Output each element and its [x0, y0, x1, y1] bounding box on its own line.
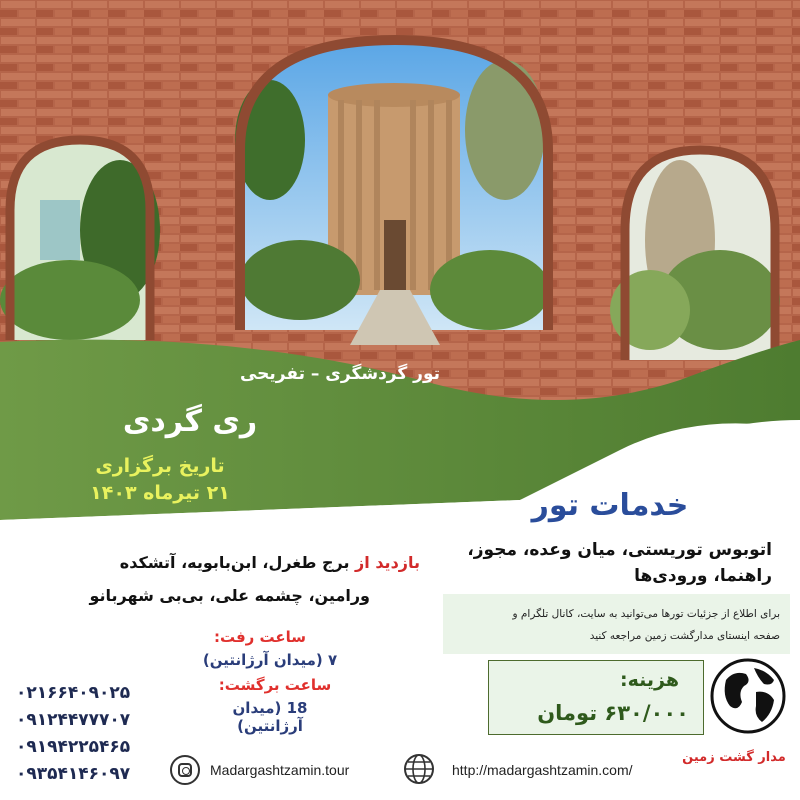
tour-name: ری گردی — [122, 404, 258, 439]
cost-value: ۶۳۰/۰۰۰ تومان — [537, 701, 689, 725]
cost-box — [488, 660, 704, 735]
brand-name: مدار گشت زمین — [682, 750, 786, 765]
date-value: ۲۱ تیرماه ۱۴۰۳ — [90, 482, 230, 504]
return-value: 18 (میدان آرژانتین) — [232, 699, 308, 735]
departure-value: ۷ (میدان آرژانتین) — [202, 651, 338, 669]
instagram-handle[interactable]: Madargashtzamin.tour — [210, 762, 350, 778]
phone-number[interactable]: ۰۹۱۲۴۴۷۷۷۰۷ — [16, 710, 131, 730]
phone-list — [16, 683, 166, 791]
info-line-2: صفحه اینستای مدارگشت زمین مراجعه کنید — [589, 630, 780, 642]
website-link[interactable]: http://madargashtzamin.com/ — [452, 762, 633, 778]
visit-places-1: برج طغرل، ابن‌بابویه، آتشکده — [119, 553, 356, 572]
phone-number[interactable]: ۰۲۱۶۶۴۰۹۰۲۵ — [16, 683, 131, 703]
services-line-2: راهنما، ورودی‌ها — [634, 566, 772, 586]
phone-number[interactable]: ۰۹۳۵۴۱۴۶۰۹۷ — [16, 764, 131, 784]
tour-type: تور گردشگری – تفریحی — [239, 364, 440, 384]
info-box — [443, 594, 790, 654]
date-label: تاریخ برگزاری — [95, 455, 225, 477]
visit-line-2: ورامین، چشمه علی، بی‌بی شهربانو — [89, 586, 370, 605]
visit-prefix: بازدید از — [355, 553, 420, 572]
services-title: خدمات تور — [531, 488, 689, 523]
instagram-icon[interactable] — [170, 755, 200, 785]
visit-line-1 — [60, 553, 420, 572]
phone-number[interactable]: ۰۹۱۹۴۲۲۵۴۶۵ — [16, 737, 131, 757]
departure-label: ساعت رفت: — [213, 628, 307, 646]
globe-icon[interactable] — [402, 752, 436, 786]
cost-label: هزینه: — [619, 669, 679, 691]
services-line-1: اتوبوس توریستی، میان وعده، مجوز، — [467, 540, 772, 560]
earth-globe-icon — [708, 656, 788, 736]
return-label: ساعت برگشت: — [218, 676, 332, 694]
info-line-1: برای اطلاع از جزئیات تورها می‌توانید به سایت، کانال تلگرام و — [512, 608, 780, 620]
